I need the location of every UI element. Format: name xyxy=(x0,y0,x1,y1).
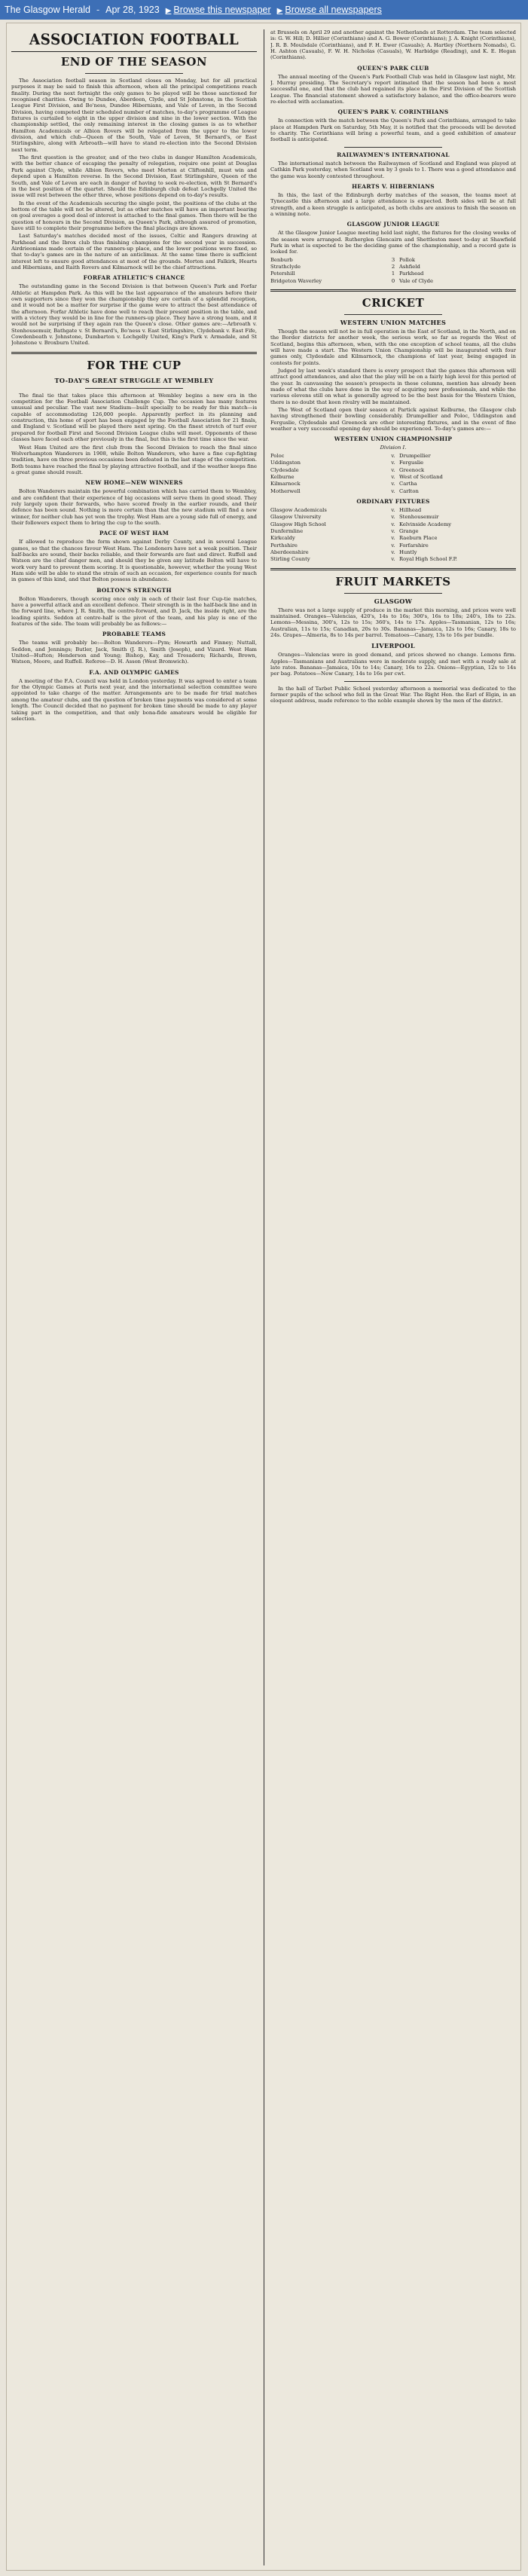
article-paragraph: In this, the last of the Edinburgh derby matches of the season, the teams meet at Tynecastle this afternoon and a large attendance is expected. Both sides will be at full strength, and a keen struggle is anticipated, as both clubs are anxious to finish the season on a winning note. xyxy=(270,191,516,217)
fixture-row xyxy=(270,488,516,494)
away-team: Pollok xyxy=(399,256,415,263)
away-team: Raeburn Place xyxy=(399,535,438,542)
subheading: WESTERN UNION CHAMPIONSHIP xyxy=(334,435,453,443)
article-paragraph: Bolton Wanderers maintain the powerful combination which has carried them to Wembley, and are confident that their experience of big occasions will serve them in good stead. They rely largely upon their forwards, who have scored freely in the earlier rounds, and their defence has been sound. Nothing is more certain than that the new stadium will find a new winner, for neither club has yet won the trophy. West Ham are a young side full of energy, and their followers expect them to bring the cup to the south. xyxy=(11,488,257,526)
score: 0 xyxy=(391,277,395,284)
divider xyxy=(344,314,442,315)
article-paragraph: Last Saturday's matches decided most of the issues, Celtic and Rangers drawing at Parkhead and the Ibrox club thus finishing champions for the second year in succession. Airdrieonians made certain of the runners-up place, and the lower positions were fixed, so that to-day's games are in the nature of an anticlimax. At the same time there is sufficient interest left to ensure good attendances at most of the grounds. Morton and Falkirk, Hearts and Hibernians, and Raith Rovers and Kilmarnock will be the chief attractions. xyxy=(11,233,257,270)
article-paragraph: Bolton Wanderers, though scoring once only in each of their last four Cup-tie matches, have a powerful attack and an excellent defence. Their strength is in the half-back line and in the forward line, where J. R. Smith, the centre-forward, and D. Jack, the inside right, are the leading spirits. Seddon at centre-half is the pivot of the team, and his play is one of the features of the side. The team will probably be as follows:— xyxy=(11,595,257,628)
divider xyxy=(11,51,257,52)
result-row xyxy=(270,257,516,263)
results-list xyxy=(270,257,516,284)
home-team: Glasgow High School xyxy=(270,521,326,527)
subheading: F.A. AND OLYMPIC GAMES xyxy=(89,668,179,676)
fixture-row xyxy=(270,474,516,480)
article-paragraph: Oranges—Valencias were in good demand, and prices showed no change. Lemons firm. Apples—Tasmanians and Australians were in moderate supply, and met with a ready sale at late rates. Bananas—Jamaica, 10s to 14s; Canary, 16s to 22s. Onions—Egyptian, 12s to 14s per bag. Potatoes—New Canary, 14s to 16s per cwt. xyxy=(270,652,516,677)
away-team: Huntly xyxy=(399,549,417,555)
article-paragraph: The final tie that takes place this afternoon at Wembley begins a new era in the competition for the Football Association Challenge Cup. The occasion has many features unusual and peculiar. The vast new Stadium—built specially to be ready for this match—is capable of accommodating 126,000 people. Apparently perfect in its planning and construction, this home of sport has been engaged by the Football Association for 21 finals, and England v. Scotland will be played there next spring. On the finest stretch of turf ever prepared for football First and Second Division League clubs will meet. Opponents of these classes have faced each other previously in the final, but this is the first time since the war. xyxy=(11,392,257,443)
article-paragraph: A meeting of the F.A. Council was held in London yesterday. It was agreed to enter a team for the Olympic Games at Paris next year, and the international selection committee were appointed to take charge of the matter. Arrangements are to be made for trial matches among the amateur clubs, and the question of broken time payments was considered at some length. The Council decided that no payment for broken time should be made to any player taking part in the competition, and that only bona-fide amateurs would be eligible for selection. xyxy=(11,677,257,722)
chevron-right-icon: ▶ xyxy=(276,7,283,15)
article-paragraph: The West of Scotland open their season at Partick against Kelburne, the Glasgow club having strengthened their bowling considerably. Drumpellier and Poloc, Uddingston and Ferguslie, Clydesdale and Greenock are other interesting fixtures, and in the event of fine weather a very successful opening day should be experienced. To-day's games are:— xyxy=(270,407,516,432)
fixture-row xyxy=(270,535,516,541)
fixture-list xyxy=(270,453,516,494)
home-team: Kirkcaldy xyxy=(270,535,295,542)
versus: v. xyxy=(391,487,395,494)
away-team: Forfarshire xyxy=(399,542,429,549)
fixture-row xyxy=(270,507,516,513)
home-team: Aberdeenshire xyxy=(270,549,309,555)
home-team: Petershill xyxy=(270,270,295,277)
versus: v. xyxy=(391,481,395,487)
fixture-row xyxy=(270,556,516,562)
subheading: NEW HOME—NEW WINNERS xyxy=(85,479,183,487)
fixture-row xyxy=(270,528,516,534)
article-paragraph: The first question is the greater, and of the two clubs in danger Hamilton Academicals, with the better chance of escaping the penalty of relegation, require one point at Douglas Park against Clyde, while Albion Rovers, who meet Morton at Cliftonhill, must win and depend upon a Hamilton reverse. In the Second Division, East Stirlingshire, Queen of the South, and Vale of Leven are each in danger of having to seek re-election, with St Bernard's in the best position of the quartet. Should the Edinburgh club defeat Lochgelly United the issue will rest between the other three, whose positions depend on to-day's results. xyxy=(11,154,257,199)
away-team: Stenhousemuir xyxy=(399,514,439,521)
article-paragraph: Judged by last week's standard there is every prospect that the games this afternoon will attract good attendances, and also that the play will be on a fairly high level for this period of the year. In canvassing the season's prospects in these columns, mention has already been made of what the clubs have done in the way of acquiring new professionals, and while the various elevens still on what is generally agreed to be the best basis for the Western Union, there is no doubt that keen rivalry will be maintained. xyxy=(270,368,516,405)
away-team: Carlton xyxy=(399,487,419,494)
versus: v. xyxy=(391,452,395,459)
divider xyxy=(11,352,257,354)
article-headline: END OF THE SEASON xyxy=(60,55,208,69)
home-team: Glasgow Academicals xyxy=(270,506,327,513)
result-row xyxy=(270,270,516,277)
article-paragraph: There was not a large supply of produce in the market this morning, and prices were well maintained. Oranges—Valencias, 420's, 14s to 16s; 300's, 16s to 18s; 240's, 18s to 22s. Lemons—Messina, 300's, 12s to 15s; 360's, 14s to 17s. Apples—Tasmanian, 12s to 16s; Australian, 11s to 15s; Canadian, 20s to 30s. Bananas—Jamaica, 12s to 16s; Canary, 18s to 24s. Grapes—Almeria, 8s to 14s per barrel. Tomatoes—Canary, 13s to 16s per bundle. xyxy=(270,607,516,638)
subheading: PACE OF WEST HAM xyxy=(99,530,169,537)
away-team: Greenock xyxy=(399,466,425,473)
newspaper-title: The Glasgow Herald xyxy=(5,5,90,15)
article-headline: FRUIT MARKETS xyxy=(335,574,451,588)
divider xyxy=(344,681,442,682)
versus: v. xyxy=(391,527,395,534)
result-row xyxy=(270,278,516,284)
versus: v. xyxy=(391,549,395,555)
subheading: PROBABLE TEAMS xyxy=(102,631,166,638)
home-team: Dunfermline xyxy=(270,527,304,534)
article-paragraph: In connection with the match between the Queen's Park and Corinthians, arranged to take place at Hampden Park on Saturday, 5th May, it is notified that the proceeds will be devoted to charity. The Corinthians will bring a powerful team, and a good exhibition of amateur football is anticipated. xyxy=(270,118,516,143)
article-paragraph: West Ham United are the first club from the Second Division to reach the final since Wolverhampton Wanderers in 1908, while Bolton Wanderers, who have a fine cup-fighting tradition, have on three previous occasions been defeated in the last stage of the competition. Both teams have reached the final by playing attractive football, and if the weather keeps fine a great game should result. xyxy=(11,444,257,475)
article-paragraph: at Brussels on April 29 and another against the Netherlands at Rotterdam. The team selected is: G. W. Hill; D. Hillier (Corinthians) and A. G. Bower (Corinthians); J. A. Knight (Corinthians), J. R. B. Moulsdale (Corinthians), and F. H. Ewer (Casuals); A. Hartley (Northern Nomads), G. H. Ashton (Casuals), F. W. H. Nicholas (Casuals), W. Harbidge (Reading), and K. E. Hegan (Corinthians). xyxy=(270,29,516,61)
fixture-row xyxy=(270,549,516,555)
home-team: Kelburne xyxy=(270,473,295,480)
home-team: Poloc xyxy=(270,452,285,459)
fixture-row xyxy=(270,542,516,549)
browse-newspaper-label: Browse this newspaper xyxy=(173,5,271,15)
article-paragraph: The outstanding game in the Second Division is that between Queen's Park and Forfar Athletic at Hampden Park. As this will be the last appearance of the amateurs before their own supporters since they won the championship they are certain of a splendid reception, and it would not be a matter for surprise if the game were to attract the best attendance of the afternoon. Forfar Athletic have done well to reach their present position in the table, and with a victory they would be in line for the runners-up place. They have a strong team, and it would not be surprising if they again ran the Queen's close. Other games are:—Arbroath v. Stenhousemuir, Bathgate v. St Bernard's, Bo'ness v. East Stirlingshire, Clydebank v. East Fife, Cowdenbeath v. Johnstone, Dumbarton v. Lochgelly United, King's Park v. Armadale, and St Johnstone v. Broxburn United. xyxy=(11,283,257,347)
versus: v. xyxy=(391,535,395,542)
subheading: RAILWAYMEN'S INTERNATIONAL xyxy=(337,151,450,158)
home-team: Benburb xyxy=(270,256,293,263)
subheading: GLASGOW JUNIOR LEAGUE xyxy=(346,221,440,228)
away-team: Hillhead xyxy=(399,506,422,513)
fixture-row xyxy=(270,467,516,473)
home-team: Bridgeton Waverley xyxy=(270,277,322,284)
home-team: Strathclyde xyxy=(270,263,301,270)
subheading: LIVERPOOL xyxy=(371,642,415,650)
home-team: Motherwell xyxy=(270,487,301,494)
versus: v. xyxy=(391,460,395,466)
fixture-list xyxy=(270,507,516,563)
article-headline: FOR THE CUP xyxy=(87,358,182,372)
right-column xyxy=(270,29,516,2565)
article-paragraph: Though the season will not be in full operation in the East of Scotland, in the North, and on the Border districts for another week, the serious work, so far as regards the West of Scotland, begins this afternoon, when, with the one exception of school teams, all the clubs will have made a start. The Western Union Championship will be inaugurated with four games only, Clydesdale and Kilmarnock, the champions of last year, being engaged in contests for points. xyxy=(270,328,516,366)
versus: v. xyxy=(391,514,395,521)
divider xyxy=(85,73,183,74)
score: 1 xyxy=(391,270,395,277)
away-team: West of Scotland xyxy=(399,473,443,480)
home-team: Perthshire xyxy=(270,542,298,549)
versus: v. xyxy=(391,466,395,473)
score: 3 xyxy=(391,256,395,263)
article-paragraph: If allowed to reproduce the form shown against Derby County, and in several League games, so that the chances favour West Ham. The Londoners have not a weak position. Their half-backs are sound, their backs reliable, and their forwards are fast and direct. Ruffell and Watson are the chief danger men, and should they be given any latitude Bolton will have to work very hard to prevent them scoring. It is questionable, however, whether the young West Ham side will be able to stand the strain of such an occasion, for experience counts for much in games of this kind, and that Bolton possess in abundance. xyxy=(11,539,257,583)
browse-all-label: Browse all newspapers xyxy=(285,5,382,15)
away-team: Cartha xyxy=(399,481,417,487)
divider xyxy=(270,568,516,570)
subheading: HEARTS V. HIBERNIANS xyxy=(352,182,435,190)
subheading: GLASGOW xyxy=(374,597,413,605)
divider xyxy=(344,593,442,594)
fixture-row xyxy=(270,453,516,459)
archive-topbar xyxy=(0,0,528,20)
away-team: Vale of Clyde xyxy=(399,277,434,284)
away-team: Grange xyxy=(399,527,419,534)
away-team: Ferguslie xyxy=(399,460,424,466)
divider xyxy=(85,388,183,389)
away-team: Drumpellier xyxy=(399,452,431,459)
home-team: Stirling County xyxy=(270,556,310,563)
article-paragraph: The international match between the Railwaymen of Scotland and England was played at Cathkin Park yesterday, when Scotland won by 3 goals to 1. There was a good attendance and the game was keenly contested throughout. xyxy=(270,160,516,179)
home-team: Clydesdale xyxy=(270,466,299,473)
home-team: Uddingston xyxy=(270,460,301,466)
subheading: ORDINARY FIXTURES xyxy=(356,497,430,505)
subheading: BOLTON'S STRENGTH xyxy=(96,586,172,594)
divider xyxy=(344,147,442,148)
away-team: Ashfield xyxy=(399,263,420,270)
subheading: QUEEN'S PARK V. CORINTHIANS xyxy=(337,108,449,116)
fixture-row xyxy=(270,481,516,487)
fixture-row xyxy=(270,514,516,520)
article-paragraph: The Association football season in Scotland closes on Monday, but for all practical purposes it may be said to finish this afternoon, when all the principal competitions reach finality. During the next fortnight the only games to be played will be those sanctioned for recognised charities. Owing to Dundee, Aberdeen, Clyde, and St Johnstone, in the Scottish League First Division, and Bo'ness, Dundee Hibernians, and Vale of Leven, in the Second Division, having competed their scheduled number of matches, to-day's programme of League fixtures is curtailed to eight in the upper division and nine in the lower section. With the championship settled, the only remaining interest in the closing games is as to whether Hamilton Academicals or Albion Rovers will be relegated from the upper to the lower division, and which club—Queen of the South, Vale of Leven, St Bernard's, or East Stirlingshire, along with Arbroath—will have to stand re-election into the Second Division next term. xyxy=(11,78,257,153)
versus: v. xyxy=(391,473,395,480)
browse-all-newspapers-link[interactable] xyxy=(277,5,382,15)
section-title: ASSOCIATION FOOTBALL xyxy=(29,30,240,48)
issue-date: Apr 28, 1923 xyxy=(105,5,160,15)
article-paragraph: The annual meeting of the Queen's Park Football Club was held in Glasgow last night, Mr. J. Murray presiding. The Secretary's report intimated that the season had been a most successful one, and that the club had regained its place in the First Division of the Scottish League. The financial statement showed a satisfactory balance, and the office-bearers were re-elected with acclamation. xyxy=(270,73,516,105)
divider xyxy=(270,289,516,292)
left-column xyxy=(11,29,257,2565)
score: 2 xyxy=(391,263,395,270)
subheading: QUEEN'S PARK CLUB xyxy=(357,64,429,72)
subheading: FORFAR ATHLETIC'S CHANCE xyxy=(83,274,185,282)
versus: v. xyxy=(391,506,395,513)
newspaper-page xyxy=(6,23,521,2571)
fixture-row xyxy=(270,460,516,466)
topbar-separator: - xyxy=(96,5,100,15)
article-paragraph: In the hall of Tarbet Public School yesterday afternoon a memorial was dedicated to the former pupils of the school who fell in the Great War. The Right Hon. the Earl of Elgin, in an eloquent address, made reference to the noble example shown by the men of the district. xyxy=(270,685,516,704)
versus: v. xyxy=(391,542,395,549)
fixture-row xyxy=(270,521,516,527)
home-team: Kilmarnock xyxy=(270,481,301,487)
away-team: Parkhead xyxy=(399,270,424,277)
versus: v. xyxy=(391,556,395,563)
away-team: Royal High School F.P. xyxy=(399,556,457,563)
article-paragraph: At the Glasgow Junior League meeting held last night, the fixtures for the closing weeks of the season were arranged. Rutherglen Glencairn and Shettleston meet to-day at Shawfield Park in what is expected to be the deciding game of the championship, and a record gate is looked for. xyxy=(270,230,516,255)
result-row xyxy=(270,264,516,270)
chevron-right-icon: ▶ xyxy=(165,7,172,15)
article-paragraph: The teams will probably be:—Bolton Wanderers—Pym; Howarth and Finney; Nuttall, Seddon, and Jennings; Butler, Jack, Smith (J. R.), Smith (Joseph), and Vizard. West Ham United—Hufton; Henderson and Young; Bishop, Kay, and Tresadern; Richards, Brown, Watson, Moore, and Ruffell. Referee—D. H. Asson (West Bromwich). xyxy=(11,640,257,665)
home-team: Glasgow University xyxy=(270,514,322,521)
away-team: Kelvinside Academy xyxy=(399,521,452,527)
division-label: Division I. xyxy=(380,445,407,451)
subheading: TO-DAY'S GREAT STRUGGLE AT WEMBLEY xyxy=(54,376,214,384)
article-paragraph: In the event of the Academicals securing the single point, the positions of the clubs at the bottom of the table will not be altered, but as other matches will have an important bearing on goal averages a good deal of interest is attached to the final games. Then there will be the question of honours in the Second Division, as Queen's Park, although assured of promotion, have still to complete their programme before the final placings are known. xyxy=(11,200,257,231)
article-headline: CRICKET xyxy=(362,295,425,310)
subheading: WESTERN UNION MATCHES xyxy=(340,318,447,326)
versus: v. xyxy=(391,521,395,527)
browse-newspaper-link[interactable] xyxy=(166,5,271,15)
